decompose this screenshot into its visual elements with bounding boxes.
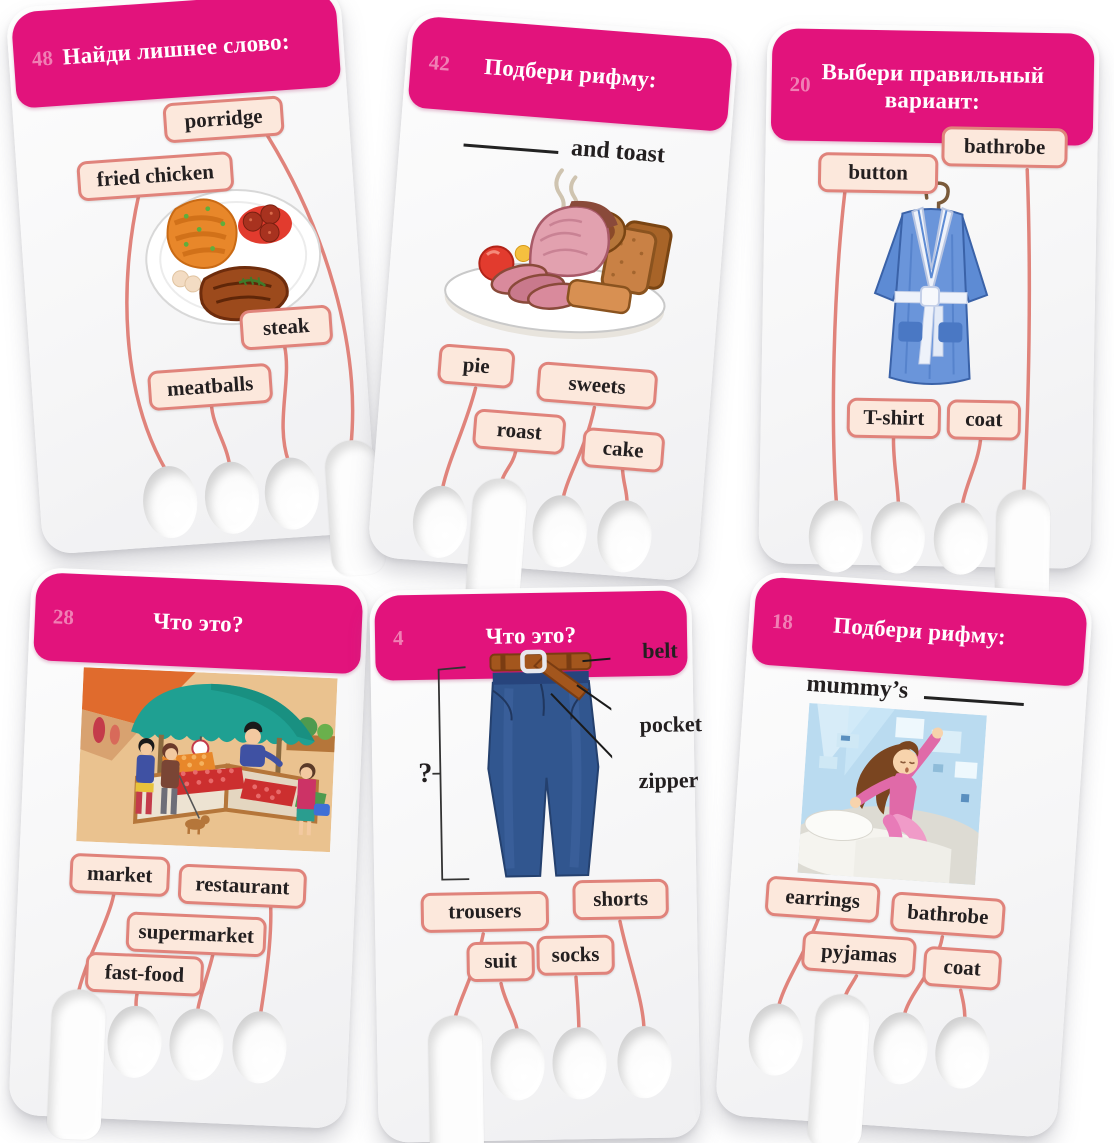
option-cake[interactable]: cake — [581, 427, 666, 473]
answer-slot[interactable] — [806, 992, 871, 1143]
prompt-text: mummy’s — [805, 670, 910, 704]
card-number: 18 — [771, 608, 794, 635]
option-porridge[interactable]: porridge — [162, 95, 284, 143]
card-title: Подбери рифму: — [832, 612, 1007, 650]
card-title: Что это? — [485, 622, 577, 649]
card-title: Подбери рифму: — [483, 54, 658, 93]
card-what-is-it-jeans — [369, 585, 701, 1143]
option-earrings[interactable]: earrings — [764, 876, 881, 924]
option-shorts[interactable]: shorts — [572, 879, 669, 921]
option-sweets[interactable]: sweets — [536, 361, 659, 410]
card-header — [407, 15, 733, 132]
option-suit[interactable]: suit — [466, 941, 535, 982]
answer-hole-4[interactable] — [933, 1015, 992, 1091]
callout-belt: belt — [642, 637, 678, 664]
option-trousers[interactable]: trousers — [420, 891, 549, 933]
answer-blank — [924, 695, 1024, 706]
option-market[interactable]: market — [69, 853, 171, 897]
answer-hole-1[interactable] — [141, 464, 200, 540]
card-header — [751, 576, 1088, 687]
answer-hole-3[interactable] — [262, 456, 321, 532]
answer-hole-3[interactable] — [933, 502, 988, 575]
answer-hole-3[interactable] — [871, 1010, 930, 1086]
option-pie[interactable]: pie — [437, 343, 516, 389]
option-restaurant[interactable]: restaurant — [178, 864, 308, 910]
jeans-illustration — [410, 645, 614, 888]
card-rhyme-mummys — [714, 571, 1093, 1139]
option-coat[interactable]: coat — [922, 946, 1003, 991]
question-mark: ? — [418, 757, 433, 790]
callout-pocket: pocket — [639, 711, 703, 738]
option-pyjamas[interactable]: pyjamas — [801, 930, 918, 978]
option-bathrobe[interactable]: bathrobe — [941, 126, 1068, 168]
card-number: 4 — [392, 625, 404, 650]
callout-zipper: zipper — [638, 767, 699, 794]
option-meatballs[interactable]: meatballs — [147, 363, 273, 412]
option-steak[interactable]: steak — [239, 304, 334, 350]
card-number: 28 — [52, 604, 75, 630]
answer-hole-2[interactable] — [490, 1028, 545, 1101]
measure-bracket — [431, 667, 470, 880]
option-button[interactable]: button — [818, 152, 939, 194]
option-coat[interactable]: coat — [947, 399, 1022, 440]
answer-hole-3[interactable] — [552, 1027, 607, 1100]
card-header — [11, 0, 342, 109]
answer-hole-2[interactable] — [203, 460, 262, 536]
option-bathrobe[interactable]: bathrobe — [890, 891, 1007, 939]
card-header — [33, 572, 364, 674]
card-title: Найди лишнее слово: — [61, 29, 291, 70]
option-supermarket[interactable]: supermarket — [125, 911, 267, 957]
answer-hole-2[interactable] — [106, 1005, 163, 1079]
card-title: Что это? — [152, 608, 245, 638]
card-what-is-it-market — [8, 567, 369, 1129]
answer-hole-4[interactable] — [595, 498, 654, 574]
card-number: 48 — [31, 45, 54, 72]
bathrobe-illustration — [853, 173, 1009, 414]
waking-woman-illustration — [797, 703, 986, 885]
option-roast[interactable]: roast — [472, 408, 567, 455]
card-choose-correct — [758, 23, 1099, 569]
roast-and-toast-illustration — [437, 156, 682, 352]
answer-hole-3[interactable] — [168, 1007, 225, 1081]
card-title: Выбери правильный вариант: — [821, 58, 1045, 114]
card-rhyme-toast — [367, 10, 739, 582]
answer-hole-1[interactable] — [746, 1002, 805, 1078]
answer-hole-1[interactable] — [410, 484, 469, 560]
option-socks[interactable]: socks — [536, 935, 615, 976]
option-t-shirt[interactable]: T-shirt — [847, 398, 942, 440]
card-number: 20 — [789, 72, 811, 97]
answer-slot[interactable] — [46, 988, 106, 1140]
card-find-odd-word — [5, 0, 377, 555]
prompt-text: and toast — [570, 135, 666, 169]
market-scene-illustration — [76, 667, 337, 852]
answer-hole-4[interactable] — [231, 1010, 288, 1084]
option-fried-chicken[interactable]: fried chicken — [76, 151, 234, 202]
answer-hole-4[interactable] — [617, 1026, 672, 1099]
option-fast-food[interactable]: fast-food — [85, 952, 205, 997]
card-number: 42 — [428, 50, 451, 76]
jeans — [486, 651, 600, 877]
answer-hole-1[interactable] — [808, 500, 863, 573]
answer-hole-2[interactable] — [870, 501, 925, 574]
answer-blank — [464, 143, 559, 154]
answer-slot[interactable] — [428, 1015, 485, 1143]
answer-hole-3[interactable] — [530, 493, 589, 569]
